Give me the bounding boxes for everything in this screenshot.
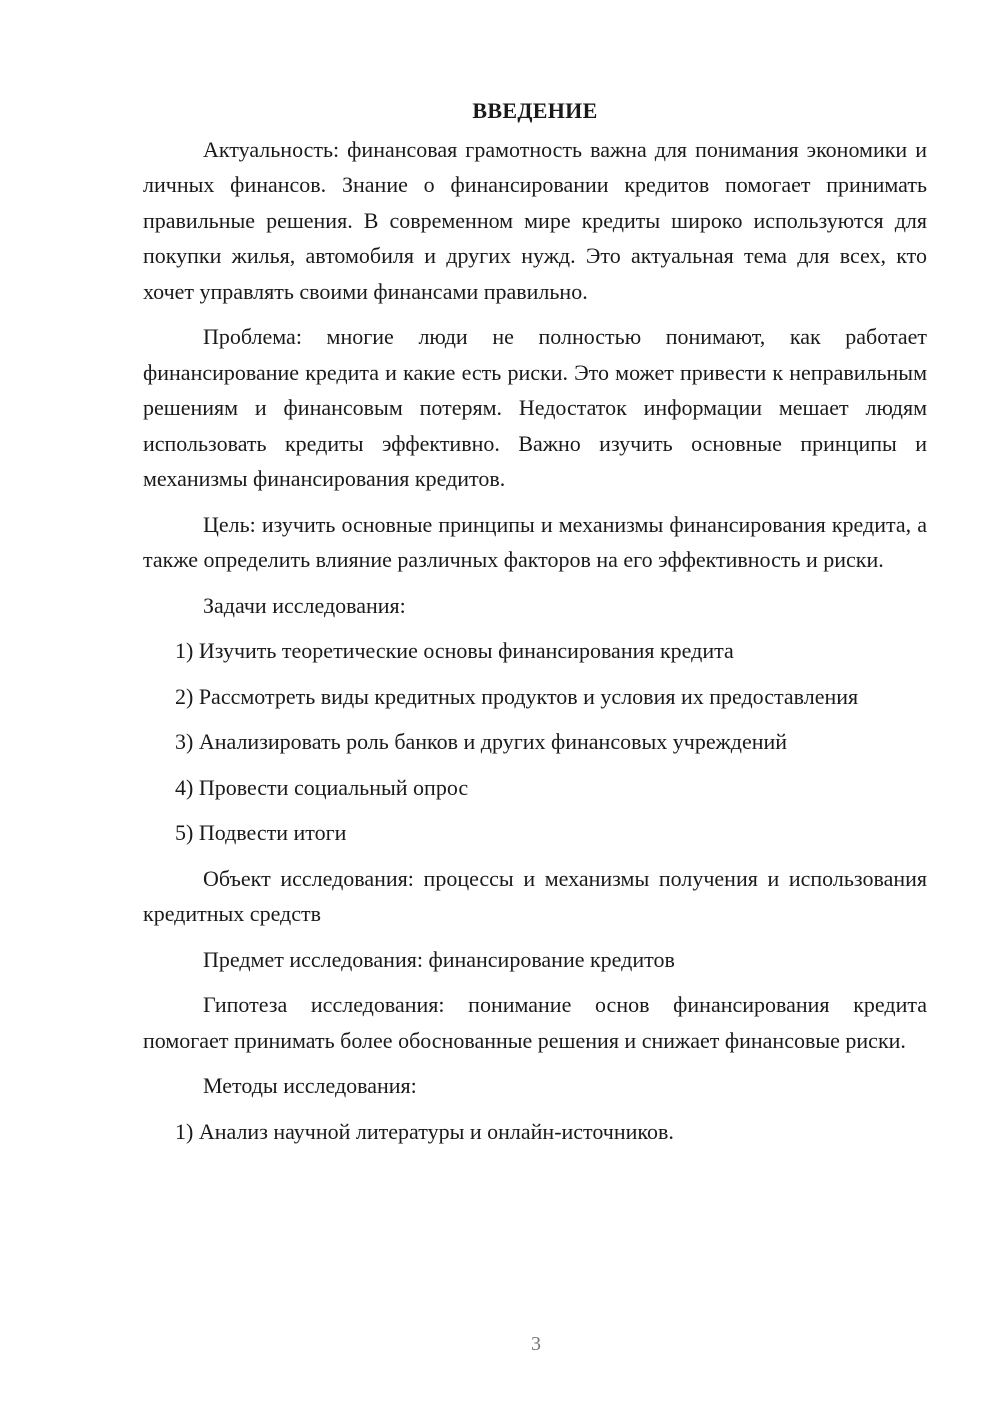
- subject-paragraph: Предмет исследования: финансирование кредитов: [203, 946, 675, 972]
- document-page: [143, 93, 927, 1159]
- methods-heading: Методы исследования:: [203, 1073, 417, 1098]
- relevance-paragraph: Актуальность: финансовая грамотность важна для понимания экономики и личных финансов. Знание о финансировании кредитов помогает принимать правильные решения. В современном мире кредиты широко используются для покупки жилья, автомобиля и других нужд. Это актуальная тема для всех, кто хочет управлять своими финансами правильно.: [143, 136, 927, 304]
- problem-paragraph: Проблема: многие люди не полностью понимают, как работает финансирование кредита и какие есть риски. Это может привести к неправильным решениям и финансовым потерям. Недостаток информации мешает людям использовать кредиты эффективно. Важно изучить основные принципы и механизмы финансирования кредитов.: [143, 324, 927, 491]
- task-item-4: 4) Провести социальный опрос: [175, 774, 469, 800]
- tasks-heading: Задачи исследования:: [203, 592, 406, 618]
- methods-list: [143, 1114, 927, 1150]
- section-title: ВВЕДЕНИЕ: [472, 98, 598, 123]
- task-item-1: 1) Изучить теоретические основы финансирования кредита: [175, 638, 734, 663]
- task-item-2: 2) Рассмотреть виды кредитных продуктов и условия их предоставления: [175, 683, 859, 709]
- page-number: 3: [531, 1333, 541, 1355]
- task-item-5: 5) Подвести итоги: [175, 820, 347, 845]
- task-item-3: 3) Анализировать роль банков и других финансовых учреждений: [175, 729, 788, 754]
- method-item-1: 1) Анализ научной литературы и онлайн-источников.: [175, 1118, 674, 1144]
- hypothesis-paragraph: Гипотеза исследования: понимание основ финансирования кредита помогает принимать более обоснованные решения и снижает финансовые риски.: [143, 992, 927, 1053]
- object-paragraph: Объект исследования: процессы и механизмы получения и использования кредитных средств: [143, 865, 927, 926]
- goal-paragraph: Цель: изучить основные принципы и механизмы финансирования кредита, а также определить влияние различных факторов на его эффективность и риски.: [143, 511, 927, 572]
- tasks-list: [143, 633, 927, 851]
